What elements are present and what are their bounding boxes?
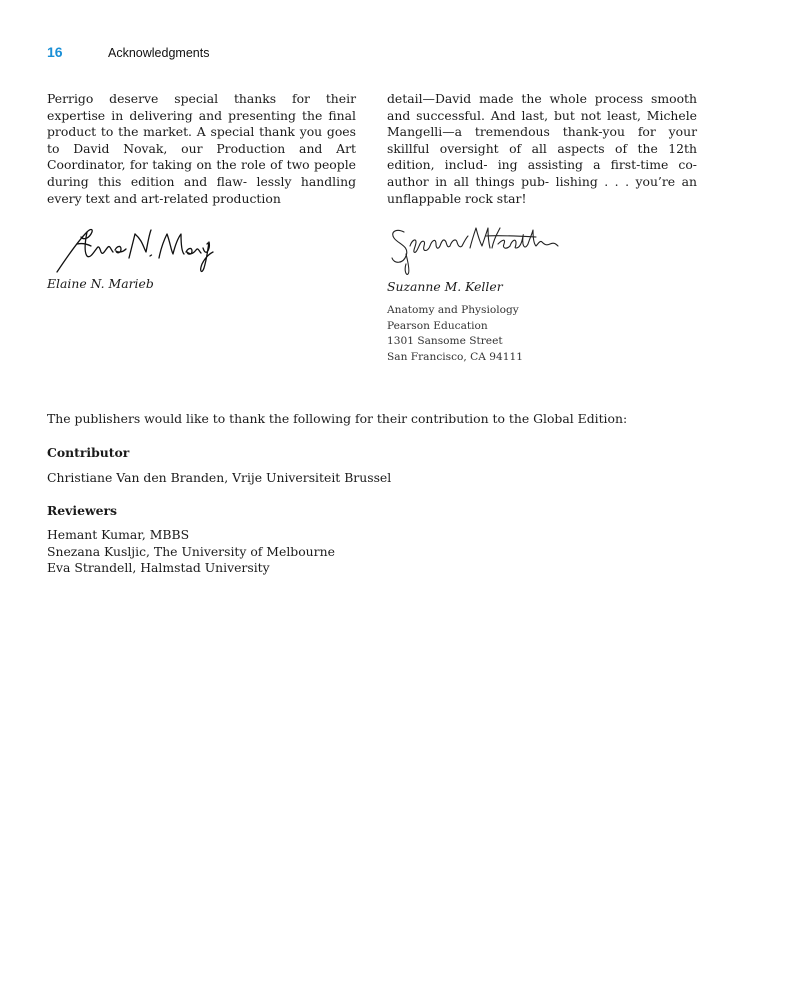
signature-suzanne-keller	[386, 218, 561, 276]
body-line: delivering and presenting the final product to the	[47, 107, 356, 140]
body-line: detail—David made the whole process smooth	[387, 91, 697, 106]
reviewer-item: Snezana Kusljic, The University of Melbourne	[47, 543, 335, 559]
address-line: Pearson Education	[387, 319, 488, 332]
mailing-address	[387, 303, 523, 365]
body-line: lishing . . . you’re an unflappable rock star!	[387, 173, 697, 206]
running-head	[47, 44, 209, 64]
address-line: 1301 Sansome Street	[387, 335, 503, 348]
left-column-text	[47, 91, 356, 207]
body-line: and successful. And last, but not least, Michele	[387, 107, 697, 123]
address-line: Anatomy and Physiology	[387, 304, 519, 316]
signer-name-left: Elaine N. Marieb	[47, 276, 154, 291]
body-line: the role of two people during this edition and flaw-	[47, 157, 356, 189]
signature-elaine-marieb	[47, 222, 222, 278]
right-column-text	[387, 91, 697, 207]
reviewer-item: Eva Strandell, Halmstad University	[47, 560, 270, 576]
body-line: ing assisting a first-time co-author in all things pub-	[387, 157, 697, 189]
body-line: Mangelli—a tremendous thank-you for your skillful	[387, 124, 697, 156]
body-line: our Production and Art Coordinator, for taking on	[47, 140, 356, 173]
contributor-heading: Contributor	[47, 445, 130, 460]
body-line: market. A special thank you goes to David Novak,	[47, 124, 356, 156]
address-line: San Francisco, CA 94111	[387, 350, 523, 363]
body-line: lessly handling every text and art-related production	[47, 173, 356, 206]
section-title: Acknowledgments	[108, 46, 210, 60]
global-edition-intro: The publishers would like to thank the following for their contribution to the Global Edition:	[47, 411, 628, 426]
reviewer-list	[47, 527, 335, 577]
reviewer-item: Hemant Kumar, MBBS	[47, 527, 190, 542]
page-number: 16	[47, 44, 63, 60]
body-line: oversight of all aspects of the 12th edition, includ-	[387, 140, 697, 173]
body-line: Perrigo deserve special thanks for their expertise in	[47, 91, 356, 123]
contributor-name: Christiane Van den Branden, Vrije Universiteit Brussel	[47, 470, 392, 485]
reviewers-heading: Reviewers	[47, 503, 118, 518]
signer-name-right: Suzanne M. Keller	[387, 279, 503, 294]
